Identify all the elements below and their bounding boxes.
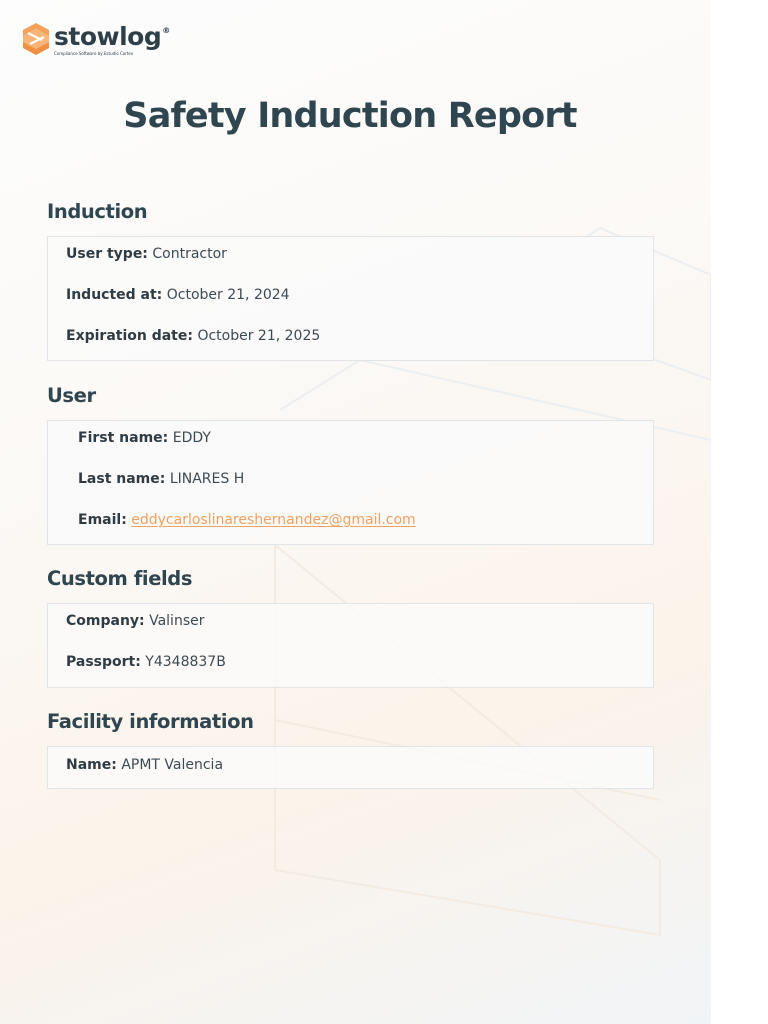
field-value: LINARES H [169,471,245,487]
logo-wordmark: stowlog [54,22,162,51]
section-title-user: User [47,384,96,407]
report-title: Safety Induction Report [123,96,577,136]
user-row-first-name [78,430,211,446]
logo-registered-mark: ® [162,26,171,35]
stowlog-logo [22,22,171,56]
stowlog-logo-icon [22,22,50,56]
field-label: Last name: [78,471,166,487]
email-link[interactable]: eddycarloslinareshernandez@gmail.com [131,512,416,528]
field-value: Valinser [149,613,205,629]
field-label: Company: [66,613,145,629]
user-row-email [78,512,416,528]
custom-row-company [66,613,204,629]
user-box [47,420,654,545]
user-row-last-name [78,471,244,487]
logo-tagline: Compliance Software by Estudio Cortex [54,51,134,56]
facility-box [47,746,654,789]
custom-row-passport [66,654,226,670]
field-label: Inducted at: [66,287,163,303]
field-value: EDDY [172,430,211,446]
facility-row-name [66,757,223,773]
field-label: Passport: [66,654,141,670]
induction-row-inducted-at [66,287,290,303]
induction-row-user-type [66,246,227,262]
field-label: Name: [66,757,117,773]
field-value: APMT Valencia [121,757,224,773]
induction-row-expiration-date [66,328,320,344]
field-value: Y4348837B [145,654,226,670]
field-value: October 21, 2025 [197,328,321,344]
field-label: Email: [78,512,127,528]
induction-box [47,236,654,361]
field-value: October 21, 2024 [166,287,290,303]
field-label: First name: [78,430,169,446]
field-label: User type: [66,246,148,262]
section-title-facility-information: Facility information [47,710,254,733]
custom-fields-box [47,603,654,688]
field-value: Contractor [152,246,227,262]
section-title-induction: Induction [47,200,148,223]
section-title-custom-fields: Custom fields [47,567,193,590]
field-label: Expiration date: [66,328,193,344]
